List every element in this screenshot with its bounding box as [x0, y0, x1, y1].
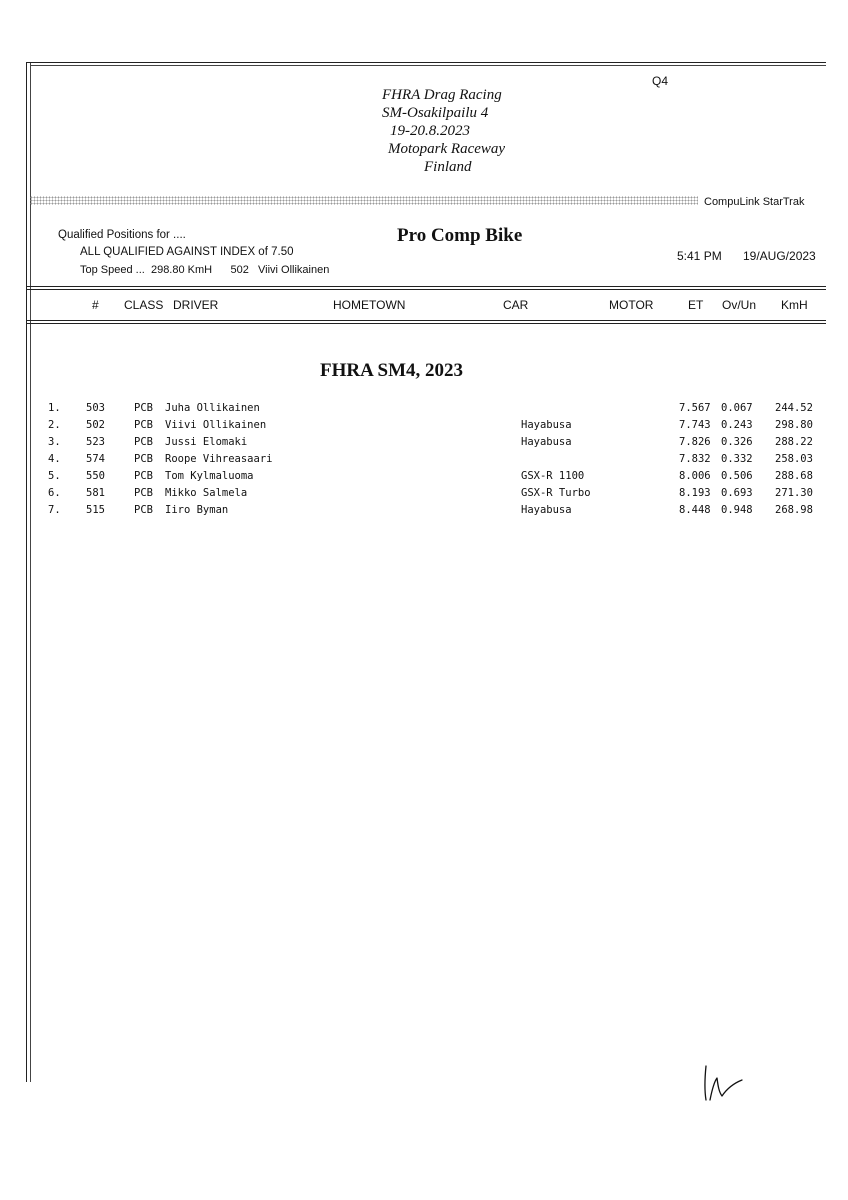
- col-header-motor: MOTOR: [609, 298, 654, 312]
- header-rule-top: [26, 286, 826, 287]
- header-rule-bottom-2: [26, 323, 826, 324]
- table-row: [0, 453, 848, 469]
- cell-number: 550: [86, 470, 105, 482]
- cell-kmh: 268.98: [775, 504, 813, 516]
- header-rule-top-2: [26, 289, 826, 290]
- cell-number: 502: [86, 419, 105, 431]
- cell-number: 581: [86, 487, 105, 499]
- vendor-label: CompuLink StarTrak: [704, 196, 805, 208]
- cell-ovun: 0.332: [721, 453, 753, 465]
- event-country: Finland: [424, 159, 472, 175]
- cell-et: 7.743: [679, 419, 711, 431]
- event-organizer: FHRA Drag Racing: [382, 87, 502, 103]
- cell-car: GSX-R Turbo: [521, 487, 591, 499]
- col-header-driver: DRIVER: [173, 298, 219, 312]
- cell-kmh: 288.68: [775, 470, 813, 482]
- table-row: [0, 470, 848, 486]
- cell-position: 2.: [48, 419, 61, 431]
- handwritten-signature: [700, 1060, 750, 1104]
- col-header-ovun: Ov/Un: [722, 298, 757, 312]
- top-speed-unit: KmH: [187, 264, 213, 276]
- cell-ovun: 0.948: [721, 504, 753, 516]
- cell-position: 7.: [48, 504, 61, 516]
- cell-et: 8.193: [679, 487, 711, 499]
- cell-et: 7.832: [679, 453, 711, 465]
- col-header-class: CLASS: [124, 298, 164, 312]
- event-name: SM-Osakilpailu 4: [382, 105, 489, 121]
- top-speed-number: 502: [230, 264, 249, 276]
- top-speed-label: Top Speed ...: [80, 264, 145, 276]
- class-title: Pro Comp Bike: [397, 225, 523, 246]
- cell-et: 8.448: [679, 504, 711, 516]
- index-line: [80, 246, 294, 258]
- cell-car: Hayabusa: [521, 436, 572, 448]
- col-header-num: #: [92, 298, 99, 312]
- event-dates: 19-20.8.2023: [390, 123, 470, 139]
- index-value: 7.50: [271, 246, 294, 258]
- cell-car: GSX-R 1100: [521, 470, 585, 482]
- cell-car: Hayabusa: [521, 504, 572, 516]
- top-speed-value: 298.80: [150, 264, 185, 276]
- cell-kmh: 244.52: [775, 402, 813, 414]
- cell-ovun: 0.243: [721, 419, 753, 431]
- cell-number: 574: [86, 453, 105, 465]
- cell-position: 5.: [48, 470, 61, 482]
- cell-kmh: 288.22: [775, 436, 813, 448]
- col-header-et: ET: [688, 298, 704, 312]
- cell-number: 523: [86, 436, 105, 448]
- cell-position: 3.: [48, 436, 61, 448]
- cell-class: PCB: [134, 504, 153, 516]
- cell-driver: Jussi Elomaki: [165, 436, 248, 448]
- page-border-left-inner: [30, 62, 31, 1082]
- qualified-positions-label: Qualified Positions for ....: [58, 229, 186, 241]
- cell-position: 6.: [48, 487, 61, 499]
- cell-ovun: 0.506: [721, 470, 753, 482]
- cell-driver: Tom Kylmaluoma: [165, 470, 254, 482]
- cell-driver: Juha Ollikainen: [165, 402, 260, 414]
- cell-driver: Viivi Ollikainen: [165, 419, 267, 431]
- report-date: 19/AUG/2023: [743, 249, 816, 263]
- cell-class: PCB: [134, 470, 153, 482]
- event-venue: Motopark Raceway: [388, 141, 506, 157]
- table-row: [0, 504, 848, 520]
- cell-number: 503: [86, 402, 105, 414]
- page-border-top: [26, 62, 826, 63]
- index-label: ALL QUALIFIED AGAINST INDEX of: [80, 246, 268, 258]
- table-row: [0, 402, 848, 418]
- cell-class: PCB: [134, 487, 153, 499]
- cell-class: PCB: [134, 402, 153, 414]
- cell-kmh: 258.03: [775, 453, 813, 465]
- cell-class: PCB: [134, 436, 153, 448]
- cell-number: 515: [86, 504, 105, 516]
- table-row: [0, 487, 848, 503]
- report-code: Q4: [652, 74, 669, 88]
- event-info: [362, 86, 562, 176]
- table-row: [0, 436, 848, 452]
- dotted-separator: [30, 196, 698, 205]
- header-rule-bottom: [26, 320, 826, 321]
- cell-driver: Roope Vihreasaari: [165, 453, 273, 465]
- cell-et: 7.826: [679, 436, 711, 448]
- report-time: 5:41 PM: [677, 249, 722, 263]
- cell-driver: Iiro Byman: [165, 504, 229, 516]
- cell-kmh: 298.80: [775, 419, 813, 431]
- table-row: [0, 419, 848, 435]
- cell-et: 8.006: [679, 470, 711, 482]
- col-header-kmh: KmH: [781, 298, 808, 312]
- col-header-car: CAR: [503, 298, 529, 312]
- cell-ovun: 0.067: [721, 402, 753, 414]
- cell-position: 1.: [48, 402, 61, 414]
- cell-driver: Mikko Salmela: [165, 487, 248, 499]
- cell-ovun: 0.326: [721, 436, 753, 448]
- col-header-hometown: HOMETOWN: [333, 298, 406, 312]
- cell-class: PCB: [134, 453, 153, 465]
- cell-et: 7.567: [679, 402, 711, 414]
- cell-ovun: 0.693: [721, 487, 753, 499]
- cell-position: 4.: [48, 453, 61, 465]
- top-speed-driver: Viivi Ollikainen: [258, 264, 330, 276]
- page-border-top-inner: [30, 65, 826, 66]
- cell-kmh: 271.30: [775, 487, 813, 499]
- meet-title: FHRA SM4, 2023: [320, 360, 464, 381]
- top-speed-line: [80, 264, 329, 276]
- page-border-left: [26, 62, 27, 1082]
- cell-car: Hayabusa: [521, 419, 572, 431]
- cell-class: PCB: [134, 419, 153, 431]
